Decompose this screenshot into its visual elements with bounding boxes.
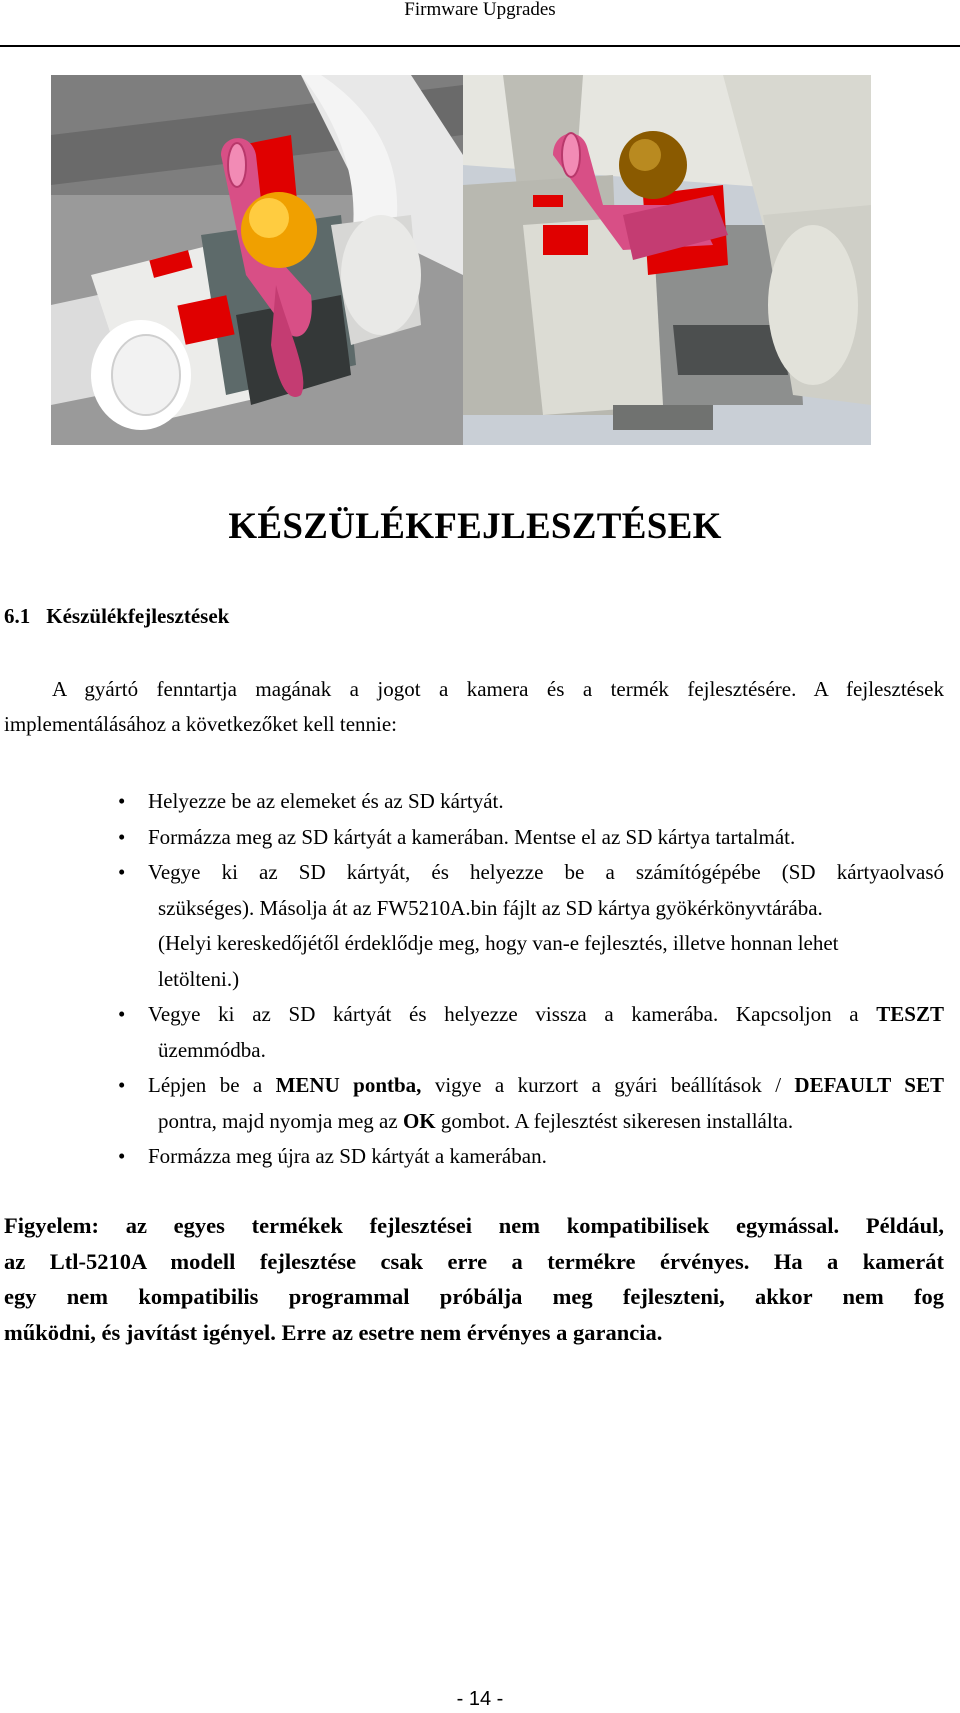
mount-illustration-left xyxy=(51,75,463,445)
mount-illustration-right xyxy=(463,75,871,445)
intro-paragraph xyxy=(4,672,944,742)
bullet-icon: • xyxy=(118,860,126,884)
intro-line-1: A gyártó fenntartja magának a jogot a kamera és a termék fejlesztésére. A fejlesztések xyxy=(52,677,944,701)
header-rule xyxy=(0,45,960,47)
warning-paragraph xyxy=(4,1208,944,1350)
bullet-icon: • xyxy=(118,1002,126,1026)
list-item: • Vegye ki az SD kártyát, és helyezze be a számítógépébe (SD kártyaolvasó szükséges). Másolja át az FW5210A.bin fájlt az SD kártya gyökérkönyvtárába. (Helyi kereskedőjétől érdeklődje meg, hogy van-e fejlesztés, illetve honnan lehet letölteni.) xyxy=(0,855,944,997)
section-title: Készülékfejlesztések xyxy=(46,604,230,628)
page-number: - 14 - xyxy=(456,1688,504,1710)
list-item: • Lépjen be a MENU pontba, vigye a kurzort a gyári beállítások / DEFAULT SET pontra, majd nyomja meg az OK gombot. A fejlesztést sikeresen installálta. xyxy=(0,1068,944,1139)
intro-line-2: implementálásához a következőket kell tennie: xyxy=(4,712,398,736)
section-number: 6.1 xyxy=(4,604,31,628)
warning-line-1: Figyelem: az egyes termékek fejlesztései nem kompatibilisek egymással. Például, xyxy=(4,1213,944,1238)
warning-line-2: az Ltl-5210A modell fejlesztése csak erre a termékre érvényes. Ha a kamerát xyxy=(4,1248,944,1274)
warning-line-3: egy nem kompatibilis programmal próbálja meg fejleszteni, akkor nem fog xyxy=(4,1284,944,1309)
device-illustration xyxy=(51,75,871,445)
page-header: Firmware Upgrades xyxy=(404,0,556,20)
bullet-icon: • xyxy=(118,1073,126,1097)
bullet-icon: • xyxy=(118,789,126,813)
bullet-icon: • xyxy=(118,1144,126,1168)
list-item: • Vegye ki az SD kártyát és helyezze vissza a kamerába. Kapcsoljon a TESZT üzemmódba. xyxy=(0,997,944,1068)
warning-line-4: működni, és javítást igényel. Erre az esetre nem érvényes a garancia. xyxy=(4,1319,663,1345)
instruction-list xyxy=(0,784,944,1175)
list-item: • Formázza meg az SD kártyát a kamerában. Mentse el az SD kártya tartalmát. xyxy=(0,820,944,856)
list-item: • Formázza meg újra az SD kártyát a kamerában. xyxy=(0,1139,944,1175)
bullet-icon: • xyxy=(118,824,126,849)
chapter-title: KÉSZÜLÉKFEJLESZTÉSEK xyxy=(228,506,722,547)
list-item: • Helyezze be az elemeket és az SD kártyát. xyxy=(0,784,944,820)
section-heading xyxy=(4,604,229,629)
